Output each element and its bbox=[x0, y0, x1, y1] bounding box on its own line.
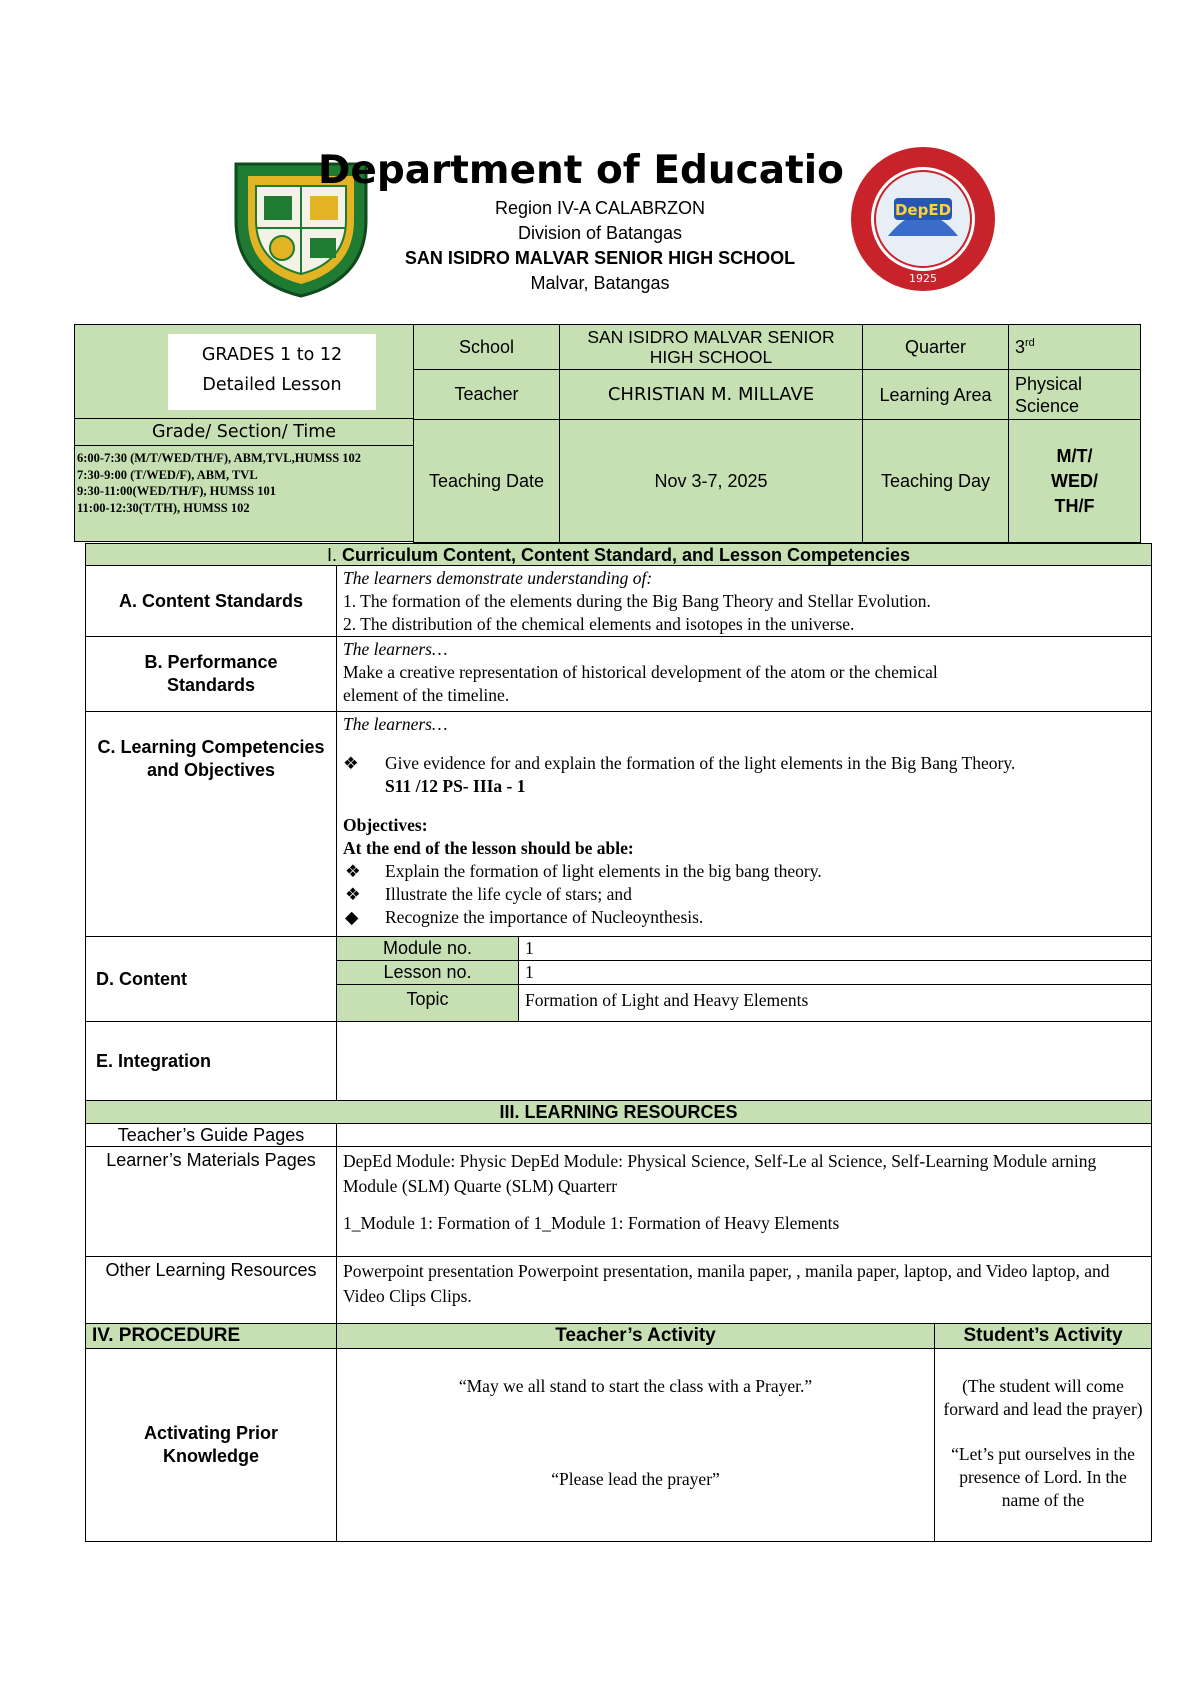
info-table bbox=[74, 324, 1140, 542]
quarter-value: 3rd bbox=[1009, 325, 1141, 370]
performance-standards-cell: The learners… Make a creative representation of historical development of the atom or the chemical element of the timeline. bbox=[337, 637, 1152, 712]
topic-label: Topic bbox=[337, 985, 519, 1022]
content-label: D. Content bbox=[86, 937, 337, 1022]
diamond-bullet-icon: ❖ bbox=[345, 861, 361, 881]
student-activity-heading: Student’s Activity bbox=[935, 1324, 1152, 1349]
teaching-day-label: Teaching Day bbox=[863, 420, 1009, 543]
activating-prior-knowledge-label: Activating Prior Knowledge bbox=[86, 1349, 337, 1542]
schedule-item: 6:00-7:30 (M/T/WED/TH/F), ABM,TVL,HUMSS 102 bbox=[77, 451, 362, 465]
content-standards-cell: The learners demonstrate understanding of: 1. The formation of the elements during the Big Bang Theory and Stellar Evolution. 2. The distribution of the chemical elements and isotopes in the universe. bbox=[337, 566, 1152, 637]
diamond-bullet-icon: ❖ bbox=[343, 753, 359, 773]
deped-logo-text: DepED bbox=[894, 201, 952, 219]
grade-section-time-label: Grade/ Section/ Time bbox=[74, 418, 414, 446]
region-text: Region IV-A CALABRZON bbox=[494, 198, 706, 218]
learning-resources-heading: III. LEARNING RESOURCES bbox=[86, 1101, 1152, 1124]
teaching-date-label: Teaching Date bbox=[414, 420, 560, 543]
schedule-item: 9:30-11:00(WED/TH/F), HUMSS 101 bbox=[77, 484, 276, 498]
learning-competencies-cell: The learners… ❖ Give evidence for and explain the formation of the light elements in the Big Bang Theory. S11 /12 PS- IIIa - 1 Objectives: At the end of the lesson should be able: ❖ Explain the formation of light elements in the big bang theory. ❖ Illustrate the life cycle of stars; and ◆ Recognize the importance of Nucleoynthesis. bbox=[337, 712, 1152, 937]
teacher-value: CHRISTIAN M. MILLAVE bbox=[560, 370, 863, 420]
learning-area-value: Physical Science bbox=[1009, 370, 1141, 420]
student-activity-cell: (The student will come forward and lead the prayer) “Let’s put ourselves in the presence of Lord. In the name of the bbox=[935, 1349, 1152, 1542]
schedule-item: 7:30-9:00 (T/WED/F), ABM, TVL bbox=[77, 467, 258, 482]
learning-competencies-label: C. Learning Competencies and Objectives bbox=[86, 712, 337, 937]
teaching-date-value: Nov 3-7, 2025 bbox=[560, 420, 863, 543]
schedule-item: 11:00-12:30(T/TH), HUMSS 102 bbox=[77, 500, 250, 515]
grades-label: GRADES 1 to 12 bbox=[201, 345, 343, 365]
school-value: SAN ISIDRO MALVAR SENIOR HIGH SCHOOL bbox=[560, 325, 863, 370]
learners-materials-label: Learner’s Materials Pages bbox=[86, 1147, 337, 1257]
location-text: Malvar, Batangas bbox=[530, 273, 670, 293]
lesson-label: Detailed Lesson bbox=[202, 375, 342, 395]
teacher-activity-heading: Teacher’s Activity bbox=[337, 1324, 935, 1349]
diamond-bullet-icon: ❖ bbox=[345, 884, 361, 904]
quarter-label: Quarter bbox=[863, 325, 1009, 370]
module-no-value: 1 bbox=[519, 937, 1152, 961]
content-standards-label: A. Content Standards bbox=[86, 566, 337, 637]
lesson-no-value: 1 bbox=[519, 961, 1152, 985]
diamond-bullet-icon: ◆ bbox=[345, 907, 359, 927]
integration-cell bbox=[337, 1022, 1152, 1101]
module-no-label: Module no. bbox=[337, 937, 519, 961]
seal-year-text: 1925 bbox=[909, 272, 937, 285]
division-text: Division of Batangas bbox=[517, 223, 683, 243]
learning-area-label: Learning Area bbox=[863, 370, 1009, 420]
teachers-guide-cell bbox=[337, 1124, 1152, 1147]
document-title: Department of Educatio bbox=[318, 148, 844, 193]
school-label: School bbox=[414, 325, 560, 370]
performance-standards-label: B. Performance Standards bbox=[86, 637, 337, 712]
learners-materials-cell: DepEd Module: Physic DepEd Module: Physical Science, Self-Le al Science, Self-Learning Module arning Module (SLM) Quarte (SLM) Quarterr 1_Module 1: Formation of 1_Module 1: Formation of Heavy Elements bbox=[337, 1147, 1152, 1257]
schedule-list bbox=[74, 445, 414, 542]
teacher-activity-cell: “May we all stand to start the class with a Prayer.” “Please lead the prayer” bbox=[337, 1349, 935, 1542]
lesson-plan-table bbox=[85, 543, 1152, 1542]
other-resources-label: Other Learning Resources bbox=[86, 1257, 337, 1324]
section-one-heading: I. Curriculum Content, Content Standard, and Lesson Competencies bbox=[86, 544, 1152, 566]
lesson-no-label: Lesson no. bbox=[337, 961, 519, 985]
teacher-label: Teacher bbox=[414, 370, 560, 420]
integration-label: E. Integration bbox=[86, 1022, 337, 1101]
teachers-guide-label: Teacher’s Guide Pages bbox=[86, 1124, 337, 1147]
teaching-day-value: M/T/ WED/ TH/F bbox=[1009, 420, 1141, 543]
other-resources-cell: Powerpoint presentation Powerpoint presentation, manila paper, , manila paper, laptop, and Video laptop, and Video Clips Clips. bbox=[337, 1257, 1152, 1324]
topic-value: Formation of Light and Heavy Elements bbox=[519, 985, 1152, 1022]
school-name-text: SAN ISIDRO MALVAR SENIOR HIGH SCHOOL bbox=[404, 248, 796, 268]
procedure-heading: IV. PROCEDURE bbox=[86, 1324, 337, 1349]
